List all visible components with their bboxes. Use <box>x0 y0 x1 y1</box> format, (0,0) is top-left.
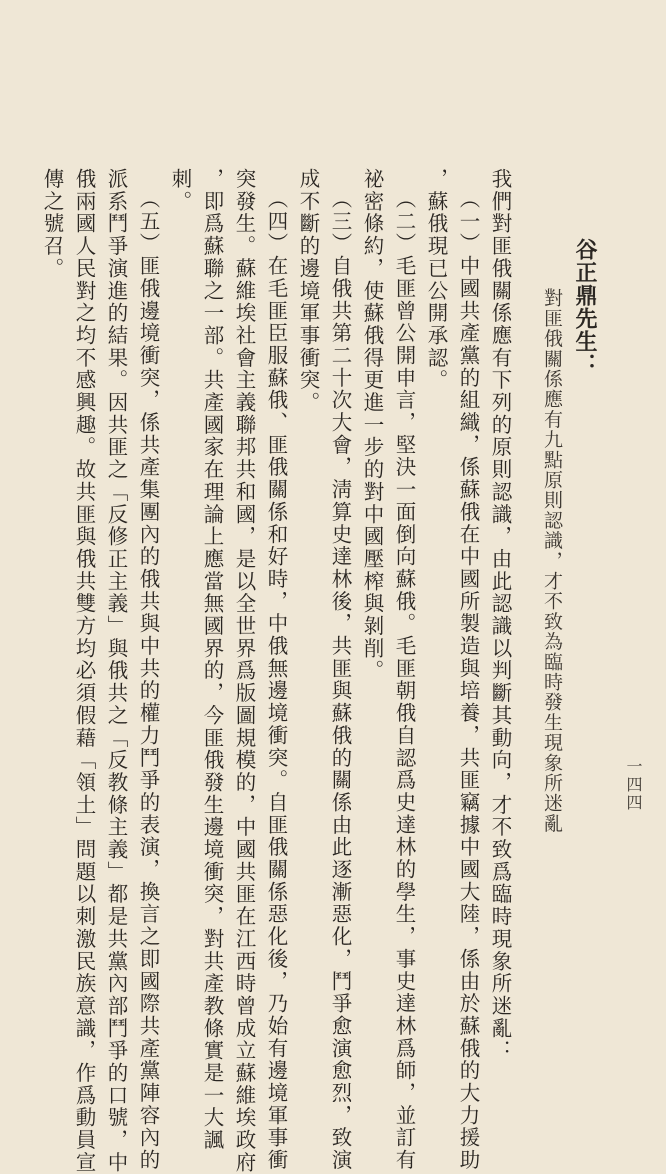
text-line: 刺。 <box>168 168 192 213</box>
text-line: （三）自俄共第二十次大會，淸算史達林後，共匪與蘇俄的關係由此逐漸惡化，鬥爭愈演愈烈，致演 <box>328 188 352 1172</box>
text-line: ，蘇俄現已公開承認。 <box>424 168 448 392</box>
speaker-heading: 谷正鼎先生： <box>572 238 598 376</box>
text-line: 俄兩國人民對之均不感興趣。故共匪與俄共雙方均必須假藉「領土」問題以刺激民族意識，作爲動員宣 <box>72 168 96 1174</box>
text-line: 派系鬥爭演進的結果。因共匪之「反修正主義」與俄共之「反教條主義」都是共黨內部鬥爭的口號，中 <box>104 168 128 1174</box>
text-line: 突發生。蘇維埃社會主義聯邦共和國，是以全世界爲版圖規模的，中國共匪在江西時曾成立蘇維埃政府 <box>232 168 256 1174</box>
text-line: （五）匪俄邊境衝突，係共產集團內的俄共與中共的權力鬥爭的表演，換言之即國際共產黨陣容內的 <box>136 188 160 1172</box>
page-number: 一四四 <box>624 758 643 812</box>
body-text <box>36 168 516 1174</box>
speech-subtitle: 對匪俄關係應有九點原則認識，才不致為臨時發生現象所迷亂 <box>541 288 563 834</box>
text-line: 傳之號召。 <box>40 168 64 280</box>
text-line: （四）在毛匪臣服蘇俄、匪俄關係和好時，中俄無邊境衝突。自匪俄關係惡化後，乃始有邊境軍事衝 <box>264 188 288 1172</box>
text-line: ，即爲蘇聯之一部。共產國家在理論上應當無國界的，今匪俄發生邊境衝突，對共產教條實是一大諷 <box>200 168 224 1152</box>
text-line: 祕密條約，使蘇俄得更進一步的對中國壓榨與剝削。 <box>360 168 384 683</box>
text-line: 我們對匪俄關係應有下列的原則認識，由此認識以判斷其動向，才不致爲臨時現象所迷亂： <box>488 168 512 1062</box>
text-line: 成不斷的邊境軍事衝突。 <box>296 168 320 414</box>
text-line: （一）中國共產黨的組織，係蘇俄在中國所製造與培養，共匪竊據中國大陸，係由於蘇俄的大力援助 <box>456 188 480 1172</box>
text-line: （二）毛匪曾公開申言，堅決一面倒向蘇俄。毛匪朝俄自認爲史達林的學生，事史達林爲師，並訂有 <box>392 188 416 1172</box>
